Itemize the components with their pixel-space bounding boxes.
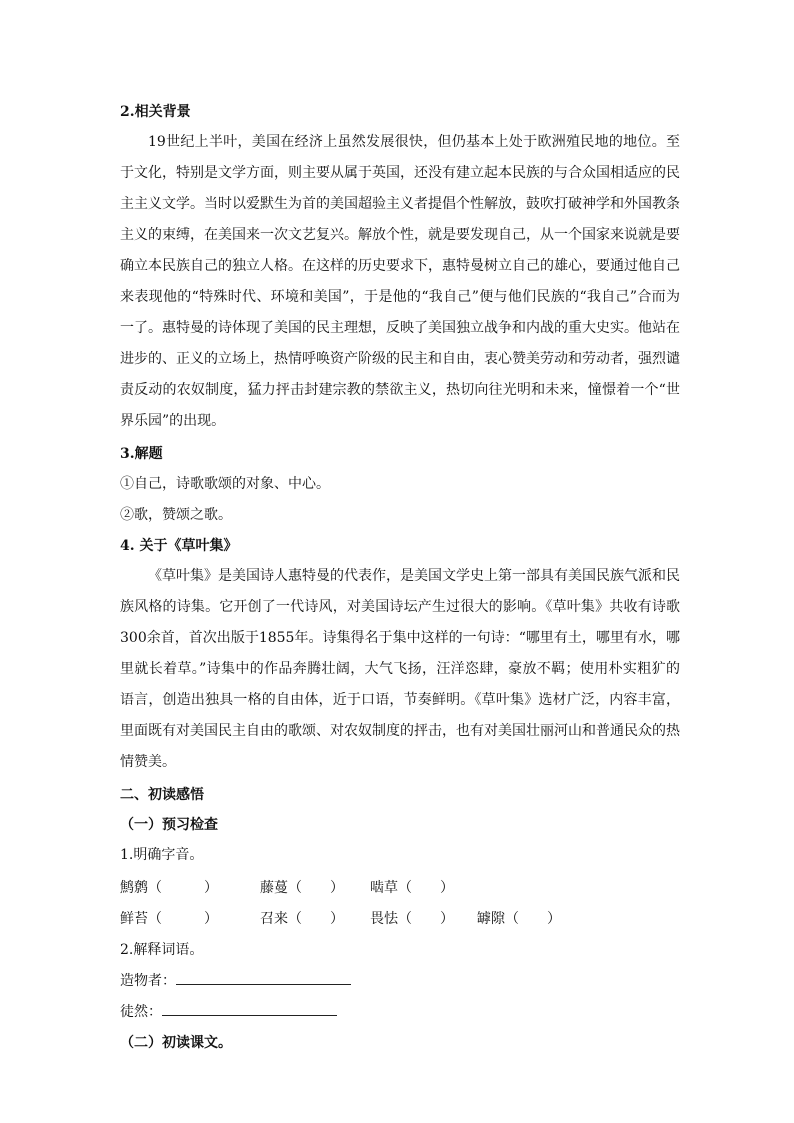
grass-leaves-paragraph: 《草叶集》是美国诗人惠特曼的代表作，是美国文学史上第一部具有美国民族气派和民族风格的诗集。它开创了一代诗风，对美国诗坛产生过很大的影响。《草叶集》共收有诗歌300余首，首次出版于1855年。诗集得名于集中这样的一句诗：“哪里有土，哪里有水，哪里就长着草。”诗集中的作品奔腾壮阔，大气飞扬，汪洋恣肆，豪放不羁；使用朴实粗犷的语言，创造出独具一格的自由体，近于口语，节奏鲜明。《草叶集》选材广泛，内容丰富，里面既有对美国民主自由的歌颂、对农奴制度的抨击，也有对美国壮丽河山和普通民众的热情赞美。 bbox=[120, 568, 680, 770]
pron-item: 畏怯（ ） bbox=[370, 911, 454, 927]
title-explain-1: ①自己，诗歌歌颂的对象、中心。 bbox=[120, 476, 330, 492]
word-1-label: 造物者： bbox=[120, 973, 176, 989]
first-reading-heading: （二）初读课文。 bbox=[120, 1035, 232, 1051]
section-4-heading: 4. 关于《草叶集》 bbox=[120, 538, 238, 554]
pronunciation-row-2 bbox=[120, 904, 680, 935]
section-3-heading: 3.解题 bbox=[120, 446, 163, 462]
preview-check-heading: （一）预习检查 bbox=[120, 817, 218, 833]
section-2-heading: 2.相关背景 bbox=[120, 104, 191, 120]
word-2-label: 徒然： bbox=[120, 1004, 162, 1020]
pron-item: 鲜苔（ ） bbox=[120, 911, 218, 927]
question-2: 2.解释词语。 bbox=[120, 942, 204, 958]
pron-item: 啮草（ ） bbox=[370, 880, 454, 896]
pron-item: 罅隙（ ） bbox=[477, 911, 561, 927]
question-1: 1.明确字音。 bbox=[120, 847, 204, 863]
title-explain-2: ②歌，赞颂之歌。 bbox=[120, 507, 232, 523]
background-paragraph: 19世纪上半叶，美国在经济上虽然发展很快，但仍基本上处于欧洲殖民地的地位。至于文化，特别是文学方面，则主要从属于英国，还没有建立起本民族的与合众国相适应的民主主义文学。当时以爱默生为首的美国超验主义者提倡个性解放，鼓吹打破神学和外国教条主义的束缚，在美国来一次文艺复兴。解放个性，就是要发现自己，从一个国家来说就是要确立本民族自己的独立人格。在这样的历史要求下，惠特曼树立自己的雄心，要通过他自己来表现他的“特殊时代、环境和美国”，于是他的“我自己”便与他们民族的“我自己”合而为一了。惠特曼的诗体现了美国的民主理想，反映了美国独立战争和内战的重大史实。他站在进步的、正义的立场上，热情呼唤资产阶级的民主和自由，衷心赞美劳动和劳动者，强烈谴责反动的农奴制度，猛力抨击封建宗教的禁欲主义，热切向往光明和未来，憧憬着一个“世界乐园”的出现。 bbox=[120, 134, 680, 429]
word-1-line bbox=[120, 966, 680, 997]
document-page bbox=[120, 97, 680, 1058]
answer-blank[interactable] bbox=[162, 999, 337, 1016]
pron-item: 藤蔓（ ） bbox=[260, 880, 344, 896]
pron-item: 鹪鹩（ ） bbox=[120, 880, 218, 896]
pronunciation-row-1 bbox=[120, 873, 680, 904]
answer-blank[interactable] bbox=[176, 968, 351, 985]
pron-item: 召来（ ） bbox=[260, 911, 344, 927]
word-2-line bbox=[120, 997, 680, 1028]
part-2-heading: 二、初读感悟 bbox=[120, 787, 204, 803]
